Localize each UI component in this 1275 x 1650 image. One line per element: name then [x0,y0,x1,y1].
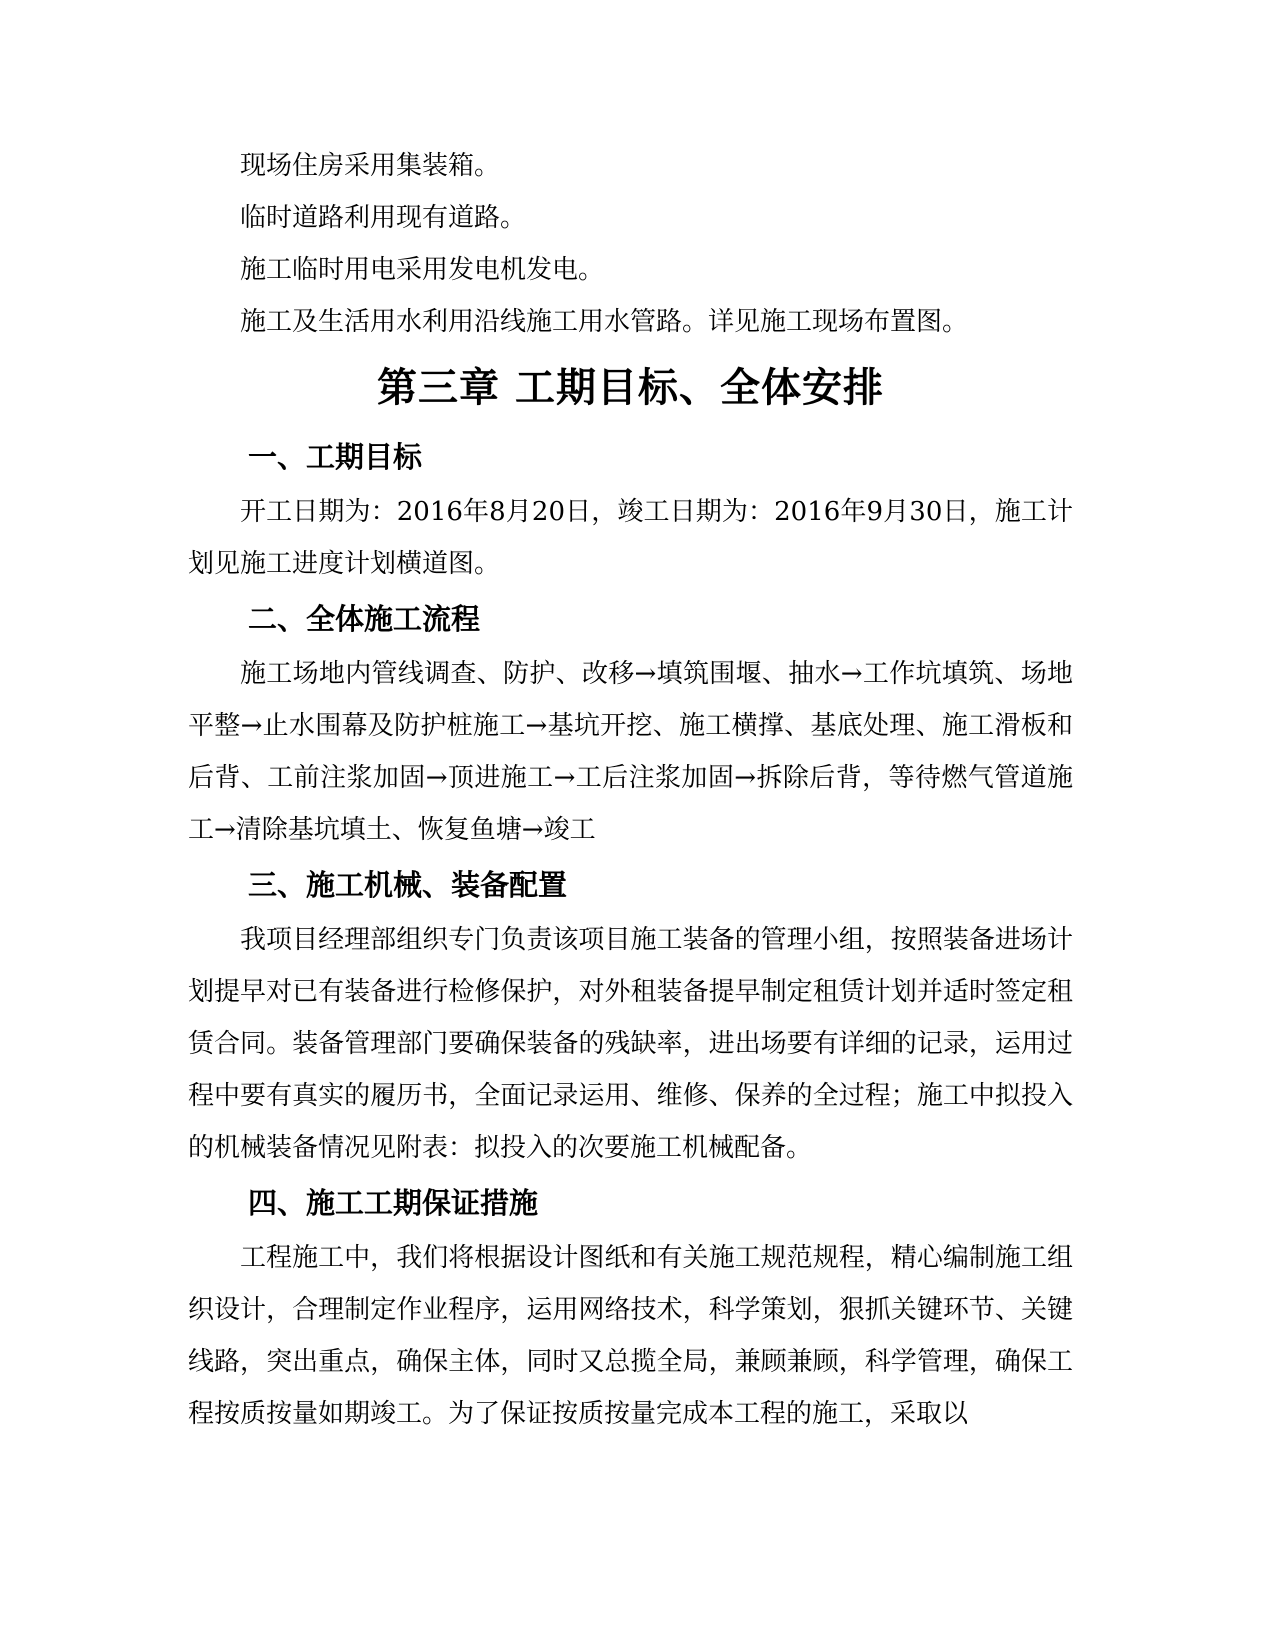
intro-line: 现场住房采用集装箱。 [240,151,501,181]
section-heading: 四、施工工期保证措施 [248,1186,539,1220]
page-content [188,140,1073,1440]
section-body: 施工场地内管线调查、防护、改移→填筑围堰、抽水→工作坑填筑、场地平整→止水围幕及防护桩施工→基坑开挖、施工横撑、基底处理、施工滑板和后背、工前注浆加固→顶进施工→工后注浆加固→拆除后背，等待燃气管道施工→清除基坑填土、恢复鱼塘→竣工 [188,659,1073,845]
section-body: 我项目经理部组织专门负责该项目施工装备的管理小组，按照装备进场计划提早对已有装备进行检修保护，对外租装备提早制定租赁计划并适时签定租赁合同。装备管理部门要确保装备的残缺率，进出场要有详细的记录，运用过程中要有真实的履历书，全面记录运用、维修、保养的全过程；施工中拟投入的机械装备情况见附表：拟投入的次要施工机械配备。 [188,925,1073,1163]
section-heading: 一、工期目标 [248,440,423,474]
section-body: 工程施工中，我们将根据设计图纸和有关施工规范规程，精心编制施工组织设计，合理制定作业程序，运用网络技术，科学策划，狠抓关键环节、关键线路，突出重点，确保主体，同时又总揽全局，兼顾兼顾，科学管理，确保工程按质按量如期竣工。为了保证按质按量完成本工程的施工，采取以 [188,1243,1073,1429]
intro-line: 临时道路利用现有道路。 [240,203,527,233]
section-heading: 二、全体施工流程 [248,602,481,636]
chapter-title: 第三章 工期目标、全体安排 [377,364,884,411]
section-body: 开工日期为：2016年8月20日，竣工日期为：2016年9月30日，施工计划见施工进度计划横道图。 [188,497,1073,579]
intro-line: 施工临时用电采用发电机发电。 [240,255,605,285]
intro-line: 施工及生活用水利用沿线施工用水管路。详见施工现场布置图。 [240,307,969,337]
section-heading: 三、施工机械、装备配置 [248,868,568,902]
